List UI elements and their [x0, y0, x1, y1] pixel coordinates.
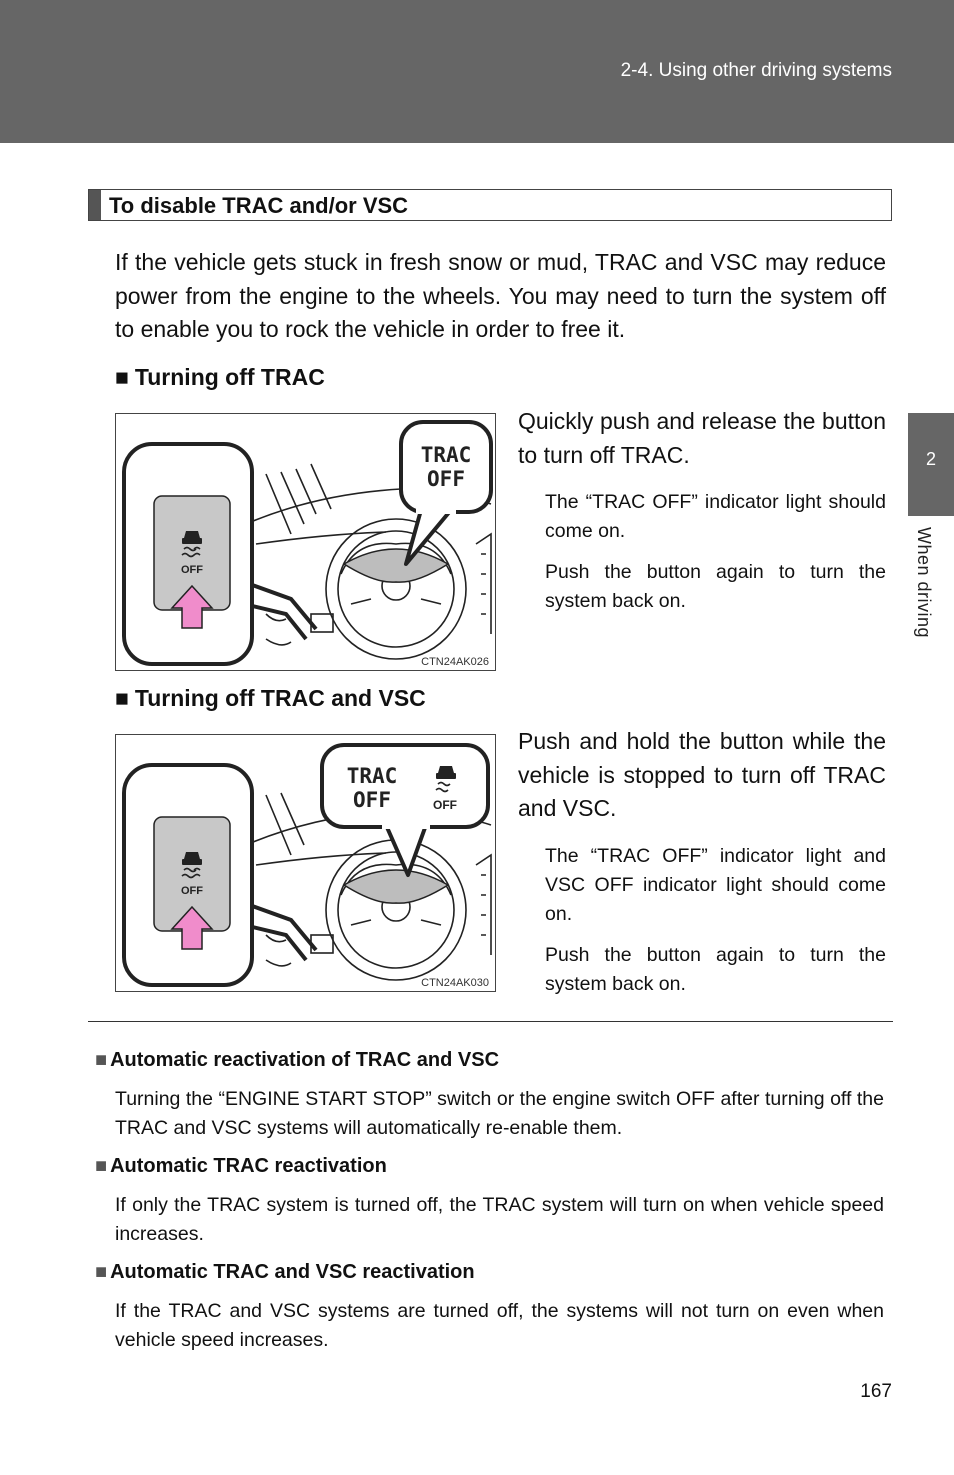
subsection-heading [115, 364, 325, 391]
chapter-title: 2-4. Using other driving systems [620, 60, 892, 81]
note-heading [95, 1261, 475, 1284]
note-heading [95, 1155, 387, 1178]
button-off-label: OFF [181, 885, 203, 897]
divider [88, 1021, 893, 1022]
note-heading-text: Automatic TRAC reactivation [110, 1155, 387, 1177]
note-body: If only the TRAC system is turned off, the TRAC system will turn on when vehicle speed increases. [115, 1194, 884, 1245]
bullet-square: ■ [115, 364, 129, 390]
note-heading-text: Automatic TRAC and VSC reactivation [110, 1261, 475, 1283]
chapter-number: 2 [925, 449, 936, 469]
chapter-tab [908, 413, 954, 516]
chapter-label: When driving [914, 527, 934, 639]
page-number: 167 [860, 1381, 892, 1402]
button-off-label: OFF [181, 564, 203, 576]
indicator-off-text: OFF [427, 467, 465, 491]
note-heading [95, 1049, 499, 1072]
section-title: To disable TRAC and/or VSC [109, 193, 409, 218]
subsection-title: Turning off TRAC and VSC [134, 685, 426, 711]
figure-code: CTN24AK030 [421, 977, 489, 989]
note-text: The “TRAC OFF” indicator light should come on. [545, 491, 886, 542]
subsection-heading [115, 685, 426, 712]
instruction-text: Push and hold the button while the vehicle is stopped to turn off TRAC and VSC. [518, 728, 886, 821]
note-text: Push the button again to turn the system back on. [545, 561, 886, 612]
bullet-square: ■ [95, 1261, 108, 1283]
figure-trac-button [115, 413, 496, 671]
bullet-square: ■ [95, 1155, 108, 1177]
note-text: The “TRAC OFF” indicator light and VSC OFF indicator light should come on. [545, 845, 886, 925]
bullet-square: ■ [115, 685, 129, 711]
section-marker [89, 190, 101, 220]
section-header [88, 189, 892, 221]
vsc-off-label: OFF [433, 798, 457, 812]
indicator-off-text: OFF [353, 788, 391, 812]
bullet-square: ■ [95, 1049, 108, 1071]
subsection-title: Turning off TRAC [134, 364, 325, 390]
note-body: Turning the “ENGINE START STOP” switch or the engine switch OFF after turning off the TRAC and VSC systems will automatically re-enable them. [115, 1088, 884, 1139]
note-heading-text: Automatic reactivation of TRAC and VSC [110, 1049, 500, 1071]
indicator-trac-text: TRAC [420, 443, 472, 467]
figure-code: CTN24AK026 [421, 656, 489, 668]
note-text: Push the button again to turn the system back on. [545, 944, 886, 995]
dashboard-illustration [116, 414, 496, 671]
dashboard-illustration [116, 735, 496, 992]
indicator-trac-text: TRAC [346, 764, 398, 788]
instruction-text: Quickly push and release the button to turn off TRAC. [518, 408, 886, 468]
note-body: If the TRAC and VSC systems are turned off, the systems will not turn on even when vehicle speed increases. [115, 1300, 884, 1351]
figure-trac-vsc-button [115, 734, 496, 992]
page-header [0, 0, 954, 143]
intro-paragraph: If the vehicle gets stuck in fresh snow or mud, TRAC and VSC may reduce power from the engine to the wheels. You may need to turn the system off to enable you to rock the vehicle in order to free it. [115, 249, 886, 342]
